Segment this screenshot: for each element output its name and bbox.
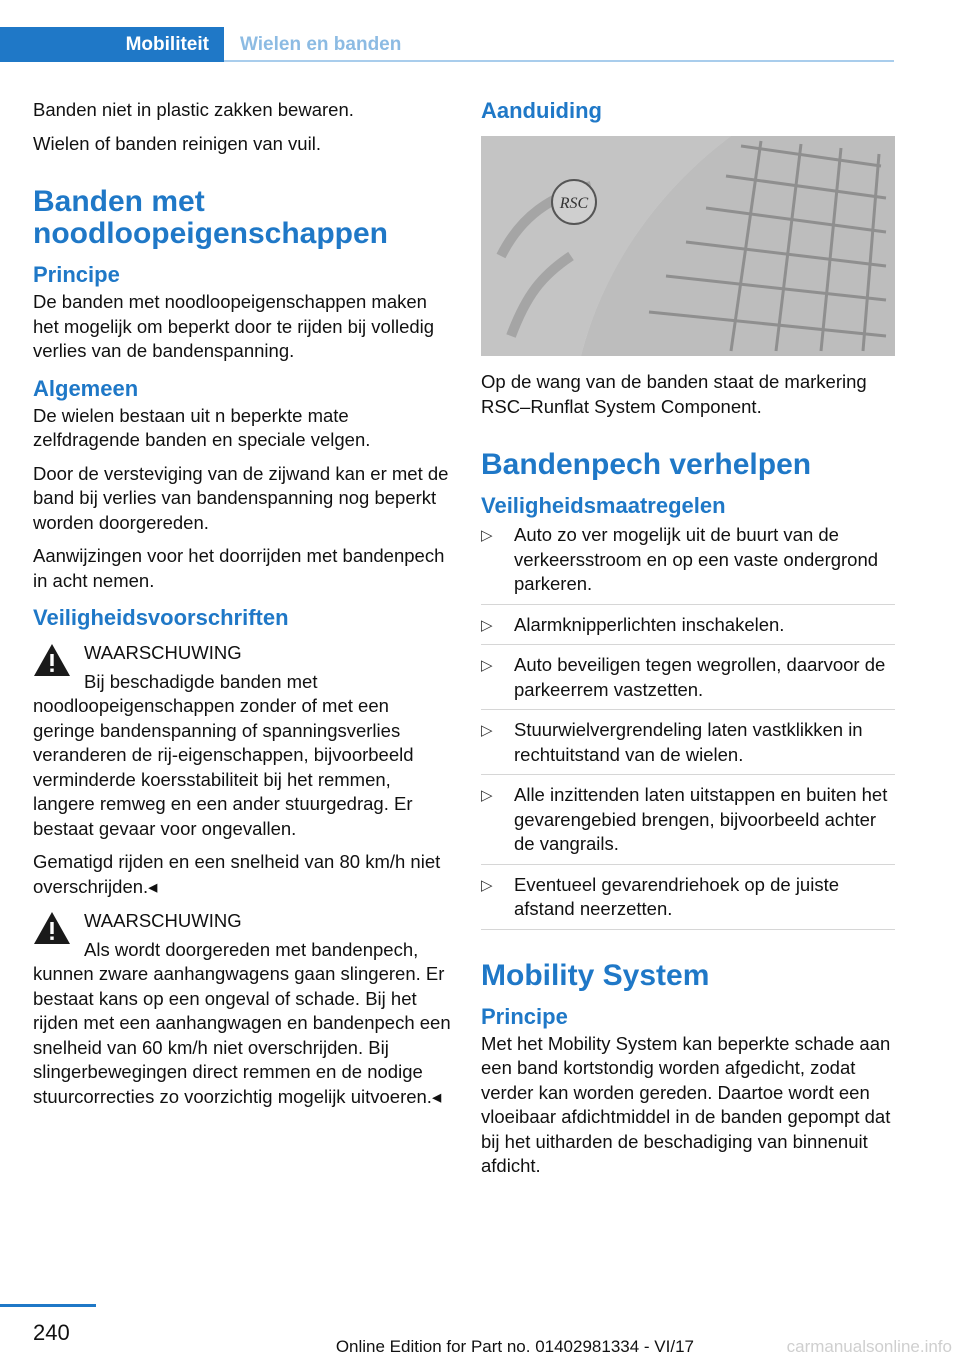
triangle-bullet-icon: ▷ <box>481 527 493 544</box>
list-item-text: Auto beveiligen tegen wegrollen, daarvoor de parkeerrem vastzetten. <box>514 654 886 700</box>
warning-block-1 <box>33 641 451 899</box>
right-column <box>481 98 895 1188</box>
list-item <box>481 613 895 646</box>
list-item-text: Alle inzittenden laten uitstappen en buiten het gevarengebied brengen, bijvoorbeeld achter de vangrails. <box>514 784 888 854</box>
watermark: carmanualsonline.info <box>786 1337 952 1356</box>
list-item-text: Alarmknipperlichten inschakelen. <box>514 613 785 635</box>
principe-text: De banden met noodloopeigenschappen maken het mogelijk om beperkt door te rijden bij volledig verlies van de bandenspanning. <box>33 291 435 361</box>
warning-triangle-icon <box>33 643 71 677</box>
tire-marking-illustration <box>481 136 895 356</box>
list-item <box>481 653 895 710</box>
tire-sidewall-image <box>481 136 895 356</box>
list-item-text: Stuurwielvergrendeling laten vastklikken in rechtuitstand van de wielen. <box>514 719 863 765</box>
safety-measures-list <box>481 523 895 930</box>
edition-note: Online Edition for Part no. 01402981334 - VI/17 <box>335 1337 694 1356</box>
heading-algemeen: Algemeen <box>33 375 139 401</box>
warning-1-text: Bij beschadigde banden met noodloopeigenschappen zonder of met een geringe bandenspanning of spanningsverlies veranderen de rij-eigenschappen, bijvoorbeeld verminderde koersstabiliteit bij het remmen, langere remweg en een ander stuurgedrag. Er bestaat gevaar voor ongevallen. <box>33 670 414 839</box>
warning-1-extra: Gematigd rijden en een snelheid van 80 km/h niet overschrijden.◂ <box>33 851 441 897</box>
heading-veiligheidsvoorschriften: Veiligheidsvoorschriften <box>33 605 289 630</box>
rsc-marking-label: RSC <box>559 195 589 212</box>
left-column <box>33 98 451 1118</box>
footer-accent-line <box>0 1304 96 1307</box>
heading-banden-met-noodloop: Banden met noodloopeigenschappen <box>33 185 389 250</box>
list-item <box>481 523 895 605</box>
top-navigation <box>0 0 960 64</box>
warning-2-text: Als wordt doorgereden met bandenpech, kunnen zware aanhangwagens gaan slingeren. Er bestaat kans op een ongeval of schade. Bij het rijden met een aanhangwagen en bandenpech een snelheid van 60 km/h niet overschrijden. Bij slingerbewegingen direct remmen en de nodige stuurcorrecties zo voorzichtig mogelijk uitvoeren.◂ <box>33 938 451 1107</box>
heading-bandenpech-verhelpen: Bandenpech verhelpen <box>481 448 812 481</box>
heading-veiligheidsmaatregelen: Veiligheidsmaatregelen <box>481 493 726 518</box>
header-divider <box>224 60 894 62</box>
section-tab-wielen-en-banden[interactable]: Wielen en banden <box>240 34 402 55</box>
triangle-bullet-icon: ▷ <box>481 876 493 894</box>
algemeen-para-1: De wielen bestaan uit n beperkte mate zelfdragende banden en speciale velgen. <box>33 404 371 450</box>
mobility-principe-text: Met het Mobility System kan beperkte schade aan een band kortstondig worden afgedicht, zodat verder kan worden gereden. Daartoe wordt een vloeibaar afdichtmiddel in de banden gepompt dat bij het uitharden de beschadiging van binnenuit afdicht. <box>481 1032 891 1176</box>
warning-2-title: WAARSCHUWING <box>84 910 242 931</box>
list-item-text: Auto zo ver mogelijk uit de buurt van de verkeersstroom en op een vaste ondergrond parkeren. <box>514 524 879 594</box>
triangle-bullet-icon: ▷ <box>481 657 493 674</box>
list-item <box>481 873 895 930</box>
heading-mobility-principe: Principe <box>481 1003 568 1029</box>
list-item <box>481 783 895 865</box>
heading-aanduiding: Aanduiding <box>481 98 602 123</box>
aanduiding-text: Op de wang van de banden staat de markering RSC–Runflat System Component. <box>481 371 867 417</box>
algemeen-para-3: Aanwijzingen voor het doorrijden met bandenpech in acht nemen. <box>33 545 445 591</box>
list-item <box>481 718 895 775</box>
warning-triangle-icon <box>33 911 71 945</box>
page-number: 240 <box>33 1320 70 1345</box>
warning-1-title: WAARSCHUWING <box>84 642 242 663</box>
triangle-bullet-icon: ▷ <box>481 722 493 739</box>
intro-line-1: Banden niet in plastic zakken bewaren. <box>33 99 354 120</box>
algemeen-para-2: Door de versteviging van de zijwand kan er met de band bij verlies van bandenspanning nog beperkt worden doorgereden. <box>33 462 449 533</box>
section-tab-mobiliteit[interactable]: Mobiliteit <box>0 27 224 62</box>
triangle-bullet-icon: ▷ <box>481 616 493 634</box>
heading-principe: Principe <box>33 262 120 287</box>
heading-mobility-system: Mobility System <box>481 958 710 992</box>
warning-block-2 <box>33 909 451 1109</box>
list-item-text: Eventueel gevarendriehoek op de juiste afstand neerzetten. <box>514 873 840 919</box>
intro-line-2: Wielen of banden reinigen van vuil. <box>33 132 321 154</box>
triangle-bullet-icon: ▷ <box>481 787 493 804</box>
